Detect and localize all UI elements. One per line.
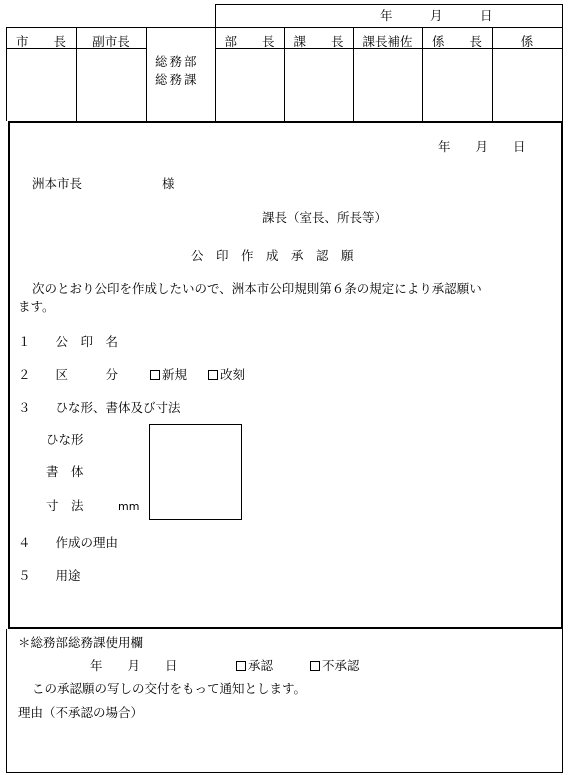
kacho-header: 課 長	[293, 34, 344, 49]
option-new[interactable]	[150, 369, 187, 382]
general-affairs-section-label: 総務課	[155, 72, 199, 87]
addressee: 洲本市長	[32, 176, 83, 191]
bucho-stamp-cell[interactable]	[216, 49, 284, 121]
stamp-date-label: 年 月 日	[380, 8, 493, 23]
applicant-title: 課長（室長、所長等）	[262, 210, 388, 225]
approve-checkbox[interactable]	[236, 661, 246, 671]
kacho-hosa-header: 課長補佐	[362, 34, 413, 49]
new-checkbox[interactable]	[150, 370, 160, 380]
reject-checkbox[interactable]	[310, 661, 320, 671]
kacho-hosa-stamp-cell[interactable]	[354, 49, 422, 121]
item-template-font-size: ３ ひな形、書体及び寸法	[18, 400, 181, 415]
office-use-date: 年 月 日	[90, 658, 178, 673]
size-unit: mm	[118, 500, 140, 513]
option-recarve-label: 改刻	[220, 367, 246, 382]
template-label: ひな形	[46, 432, 84, 447]
option-approve-label: 承認	[248, 658, 274, 673]
option-recarve[interactable]	[208, 369, 245, 382]
kacho-stamp-cell[interactable]	[285, 49, 353, 121]
item-category-label: ２ 区 分	[18, 367, 119, 382]
option-reject[interactable]	[310, 660, 360, 673]
general-affairs-dept-label: 総務部	[155, 54, 199, 69]
kakaricho-stamp-cell[interactable]	[423, 49, 492, 121]
kakari-stamp-cell[interactable]	[493, 49, 562, 121]
mayor-header: 市 長	[15, 34, 66, 49]
office-use-bottom-border	[6, 772, 562, 773]
office-use-heading: ＊総務部総務課使用欄	[18, 635, 144, 650]
mayor-stamp-cell[interactable]	[7, 49, 76, 121]
option-approve[interactable]	[236, 660, 273, 673]
form-date: 年 月 日	[438, 139, 526, 154]
item-reason: ４ 作成の理由	[18, 535, 119, 550]
size-label: 寸 法	[46, 498, 84, 513]
body-text-line1: 次のとおり公印を作成したいので、洲本市公印規則第６条の規定により承認願い	[32, 281, 482, 296]
font-label: 書 体	[46, 464, 84, 479]
document-title: 公 印 作 成 承 認 願	[191, 248, 354, 263]
kakaricho-header: 係 長	[431, 34, 482, 49]
office-use-left-border	[6, 629, 7, 773]
item-usage: ５ 用途	[18, 568, 81, 583]
recarve-checkbox[interactable]	[208, 370, 218, 380]
seal-template-box[interactable]	[149, 424, 242, 520]
option-new-label: 新規	[162, 367, 188, 382]
kakari-header: 係	[520, 34, 534, 49]
body-text-line2: ます。	[18, 299, 55, 314]
bucho-header: 部 長	[224, 34, 275, 49]
reason-label: 理由（不承認の場合）	[18, 705, 144, 720]
office-use-right-border	[562, 629, 563, 773]
honorific: 様	[162, 176, 175, 191]
option-reject-label: 不承認	[322, 658, 360, 673]
vice-mayor-header: 副市長	[92, 34, 130, 49]
item-seal-name: １ 公 印 名	[18, 334, 119, 349]
vice-mayor-stamp-cell[interactable]	[77, 49, 146, 121]
notice-text: この承認願の写しの交付をもって通知とします。	[32, 681, 307, 696]
